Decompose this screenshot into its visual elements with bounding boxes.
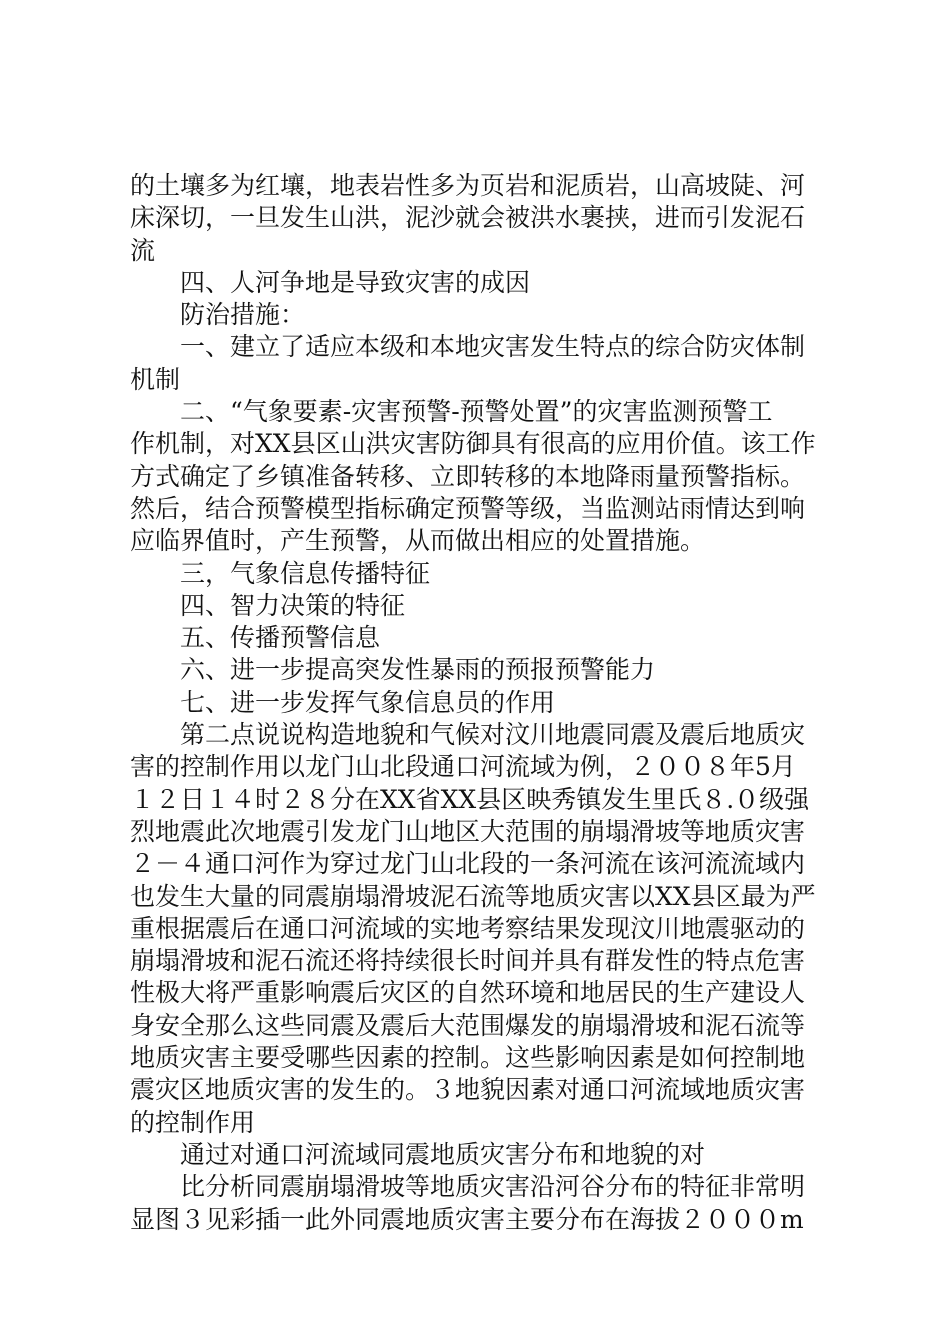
list-item: 六、进一步提高突发性暴雨的预报预警能力 [180, 655, 656, 685]
text-line: 性极大将严重影响震后灾区的自然环境和地居民的生产建设人 [130, 978, 806, 1008]
text-line: 崩塌滑坡和泥石流还将持续很长时间并具有群发性的特点危害 [130, 946, 806, 976]
text-line: 然后，结合预警模型指标确定预警等级，当监测站雨情达到响 [130, 493, 806, 523]
text-line: 震灾区地质灾害的发生的。３地貌因素对通口河流域地质灾害 [130, 1075, 806, 1105]
text-line: 应临界值时，产生预警，从而做出相应的处置措施。 [130, 526, 706, 556]
text-line: １２日１４时２８分在XX省XX县区映秀镇发生里氏８.０级强 [130, 784, 810, 814]
list-item: 四、智力决策的特征 [180, 590, 406, 620]
text-line: 床深切，一旦发生山洪，泥沙就会被洪水裹挟，进而引发泥石 [130, 203, 806, 233]
list-item: 二、“气象要素-灾害预警-预警处置”的灾害监测预警工 [180, 397, 773, 427]
text-line: 流 [130, 235, 156, 265]
text-line: 身安全那么这些同震及震后大范围爆发的崩塌滑坡和泥石流等 [130, 1010, 806, 1040]
section-heading: 四、人河争地是导致灾害的成因 [180, 267, 531, 297]
text-line: 重根据震后在通口河流域的实地考察结果发现汶川地震驱动的 [130, 913, 806, 943]
text-line: 的控制作用 [130, 1107, 256, 1137]
paragraph-start: 比分析同震崩塌滑坡等地质灾害沿河谷分布的特征非常明 [180, 1172, 806, 1202]
text-line: 显图３见彩插一此外同震地质灾害主要分布在海拔２０００m [130, 1204, 804, 1234]
text-line: 地质灾害主要受哪些因素的控制。这些影响因素是如何控制地 [130, 1043, 806, 1073]
paragraph-start: 通过对通口河流域同震地质灾害分布和地貌的对 [180, 1139, 706, 1169]
text-line: 机制 [130, 364, 181, 394]
text-line: 的土壤多为红壤，地表岩性多为页岩和泥质岩，山高坡陡、河 [130, 171, 806, 200]
text-line: 方式确定了乡镇准备转移、立即转移的本地降雨量预警指标。 [130, 461, 806, 491]
text-line: 害的控制作用以龙门山北段通口河流域为例，２００８年5月 [130, 752, 796, 782]
text-line: 烈地震此次地震引发龙门山地区大范围的崩塌滑坡等地质灾害 [130, 816, 806, 846]
list-item: 三，气象信息传播特征 [180, 558, 431, 588]
list-item: 七、进一步发挥气象信息员的作用 [180, 687, 556, 717]
section-heading: 防治措施： [180, 300, 306, 330]
text-line: 作机制，对XX县区山洪灾害防御具有很高的应用价值。该工作 [130, 429, 816, 459]
paragraph-start: 第二点说说构造地貌和气候对汶川地震同震及震后地质灾 [180, 720, 806, 750]
list-item: 一、建立了适应本级和本地灾害发生特点的综合防灾体制 [180, 332, 806, 362]
text-line: ２－４通口河作为穿过龙门山北段的一条河流在该河流流域内 [130, 849, 806, 879]
text-line: 也发生大量的同震崩塌滑坡泥石流等地质灾害以XX县区最为严 [130, 881, 816, 911]
body-text [130, 170, 835, 1236]
list-item: 五、传播预警信息 [180, 623, 381, 653]
